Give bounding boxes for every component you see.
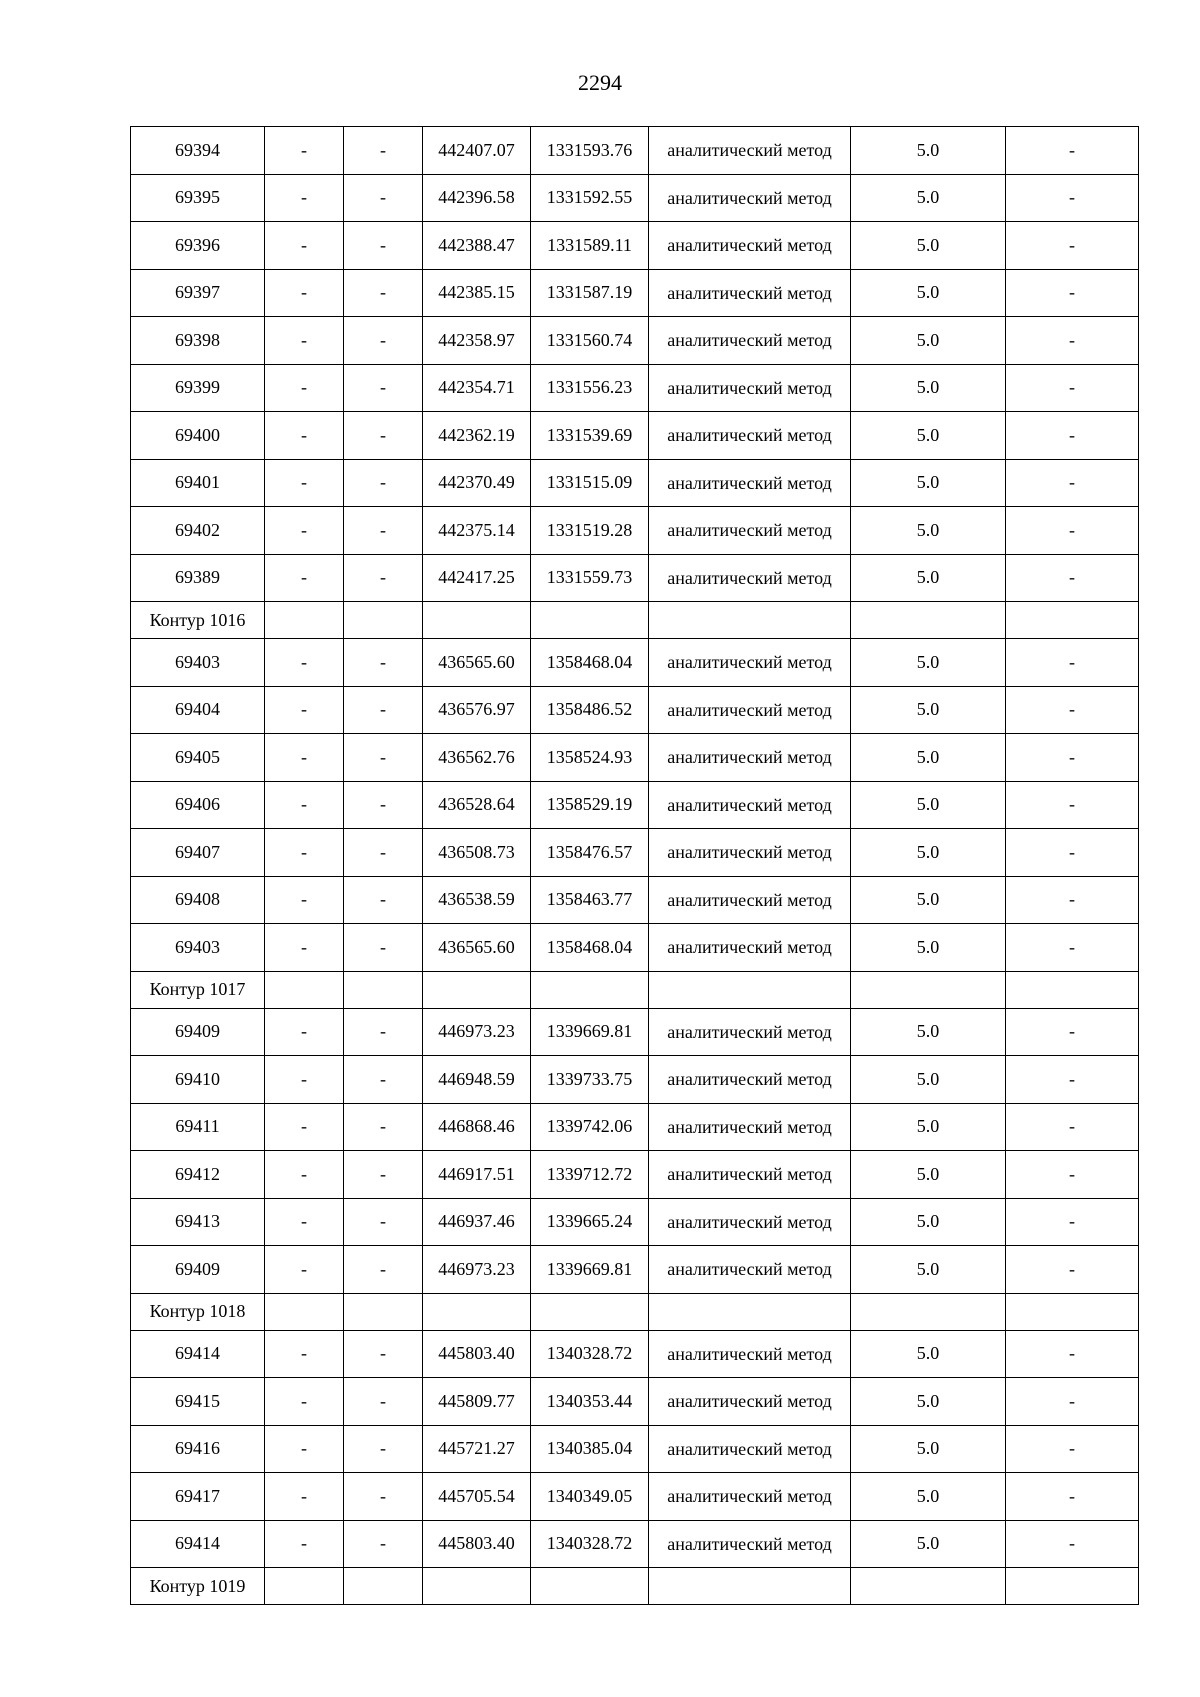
contour-label: Контур 1017	[131, 971, 265, 1008]
empty-y-cell: -	[344, 1378, 423, 1426]
empty-x-cell: -	[265, 412, 344, 460]
empty-y-cell: -	[344, 1151, 423, 1199]
table-row	[131, 924, 1139, 972]
empty-cell	[531, 1568, 649, 1605]
description-cell: -	[1006, 1473, 1139, 1521]
empty-y-cell: -	[344, 781, 423, 829]
description-cell: -	[1006, 924, 1139, 972]
table-row	[131, 222, 1139, 270]
x-coordinate-cell: 442407.07	[423, 127, 531, 175]
empty-y-cell: -	[344, 876, 423, 924]
empty-cell	[531, 1293, 649, 1330]
method-cell: аналитический метод	[649, 1246, 851, 1294]
accuracy-cell: 5.0	[851, 127, 1006, 175]
x-coordinate-cell: 436508.73	[423, 829, 531, 877]
contour-header-row	[131, 1568, 1139, 1605]
accuracy-cell: 5.0	[851, 1103, 1006, 1151]
description-cell: -	[1006, 269, 1139, 317]
description-cell: -	[1006, 554, 1139, 602]
empty-y-cell: -	[344, 554, 423, 602]
y-coordinate-cell: 1331592.55	[531, 174, 649, 222]
table-row	[131, 876, 1139, 924]
empty-y-cell: -	[344, 127, 423, 175]
table-row	[131, 781, 1139, 829]
accuracy-cell: 5.0	[851, 412, 1006, 460]
point-number-cell: 69404	[131, 686, 265, 734]
method-cell: аналитический метод	[649, 686, 851, 734]
x-coordinate-cell: 442362.19	[423, 412, 531, 460]
x-coordinate-cell: 436565.60	[423, 924, 531, 972]
table-row	[131, 1246, 1139, 1294]
empty-y-cell: -	[344, 1008, 423, 1056]
empty-y-cell: -	[344, 364, 423, 412]
point-number-cell: 69406	[131, 781, 265, 829]
table-row	[131, 364, 1139, 412]
empty-x-cell: -	[265, 222, 344, 270]
empty-cell	[1006, 1293, 1139, 1330]
description-cell: -	[1006, 1330, 1139, 1378]
empty-x-cell: -	[265, 781, 344, 829]
accuracy-cell: 5.0	[851, 924, 1006, 972]
empty-x-cell: -	[265, 269, 344, 317]
empty-cell	[344, 971, 423, 1008]
empty-x-cell: -	[265, 1378, 344, 1426]
x-coordinate-cell: 445803.40	[423, 1520, 531, 1568]
empty-x-cell: -	[265, 1103, 344, 1151]
empty-cell	[344, 602, 423, 639]
x-coordinate-cell: 436528.64	[423, 781, 531, 829]
method-cell: аналитический метод	[649, 781, 851, 829]
empty-x-cell: -	[265, 1151, 344, 1199]
point-number-cell: 69394	[131, 127, 265, 175]
y-coordinate-cell: 1331539.69	[531, 412, 649, 460]
x-coordinate-cell: 442417.25	[423, 554, 531, 602]
table-row	[131, 127, 1139, 175]
empty-x-cell: -	[265, 639, 344, 687]
method-cell: аналитический метод	[649, 1473, 851, 1521]
point-number-cell: 69400	[131, 412, 265, 460]
accuracy-cell: 5.0	[851, 222, 1006, 270]
description-cell: -	[1006, 734, 1139, 782]
table-row	[131, 1378, 1139, 1426]
point-number-cell: 69398	[131, 317, 265, 365]
accuracy-cell: 5.0	[851, 876, 1006, 924]
contour-label: Контур 1016	[131, 602, 265, 639]
point-number-cell: 69414	[131, 1520, 265, 1568]
contour-label: Контур 1018	[131, 1293, 265, 1330]
empty-cell	[531, 971, 649, 1008]
empty-y-cell: -	[344, 639, 423, 687]
empty-y-cell: -	[344, 924, 423, 972]
method-cell: аналитический метод	[649, 459, 851, 507]
empty-x-cell: -	[265, 317, 344, 365]
empty-x-cell: -	[265, 876, 344, 924]
empty-cell	[1006, 971, 1139, 1008]
table-row	[131, 269, 1139, 317]
description-cell: -	[1006, 876, 1139, 924]
method-cell: аналитический метод	[649, 1008, 851, 1056]
x-coordinate-cell: 445809.77	[423, 1378, 531, 1426]
y-coordinate-cell: 1358524.93	[531, 734, 649, 782]
y-coordinate-cell: 1331587.19	[531, 269, 649, 317]
empty-cell	[265, 1568, 344, 1605]
description-cell: -	[1006, 1008, 1139, 1056]
table-row	[131, 174, 1139, 222]
table-row	[131, 1103, 1139, 1151]
x-coordinate-cell: 446868.46	[423, 1103, 531, 1151]
table-row	[131, 1008, 1139, 1056]
description-cell: -	[1006, 412, 1139, 460]
y-coordinate-cell: 1340385.04	[531, 1425, 649, 1473]
point-number-cell: 69409	[131, 1008, 265, 1056]
accuracy-cell: 5.0	[851, 639, 1006, 687]
description-cell: -	[1006, 1520, 1139, 1568]
description-cell: -	[1006, 1425, 1139, 1473]
description-cell: -	[1006, 222, 1139, 270]
description-cell: -	[1006, 639, 1139, 687]
empty-y-cell: -	[344, 1246, 423, 1294]
contour-header-row	[131, 1293, 1139, 1330]
empty-y-cell: -	[344, 1056, 423, 1104]
accuracy-cell: 5.0	[851, 269, 1006, 317]
point-number-cell: 69409	[131, 1246, 265, 1294]
table-row	[131, 459, 1139, 507]
x-coordinate-cell: 436576.97	[423, 686, 531, 734]
point-number-cell: 69414	[131, 1330, 265, 1378]
y-coordinate-cell: 1331559.73	[531, 554, 649, 602]
y-coordinate-cell: 1331556.23	[531, 364, 649, 412]
x-coordinate-cell: 442388.47	[423, 222, 531, 270]
table-row	[131, 639, 1139, 687]
y-coordinate-cell: 1340328.72	[531, 1520, 649, 1568]
method-cell: аналитический метод	[649, 1330, 851, 1378]
method-cell: аналитический метод	[649, 554, 851, 602]
point-number-cell: 69396	[131, 222, 265, 270]
y-coordinate-cell: 1331560.74	[531, 317, 649, 365]
point-number-cell: 69411	[131, 1103, 265, 1151]
empty-x-cell: -	[265, 734, 344, 782]
empty-y-cell: -	[344, 222, 423, 270]
empty-x-cell: -	[265, 1246, 344, 1294]
empty-x-cell: -	[265, 924, 344, 972]
table-row	[131, 734, 1139, 782]
empty-cell	[1006, 1568, 1139, 1605]
x-coordinate-cell: 445721.27	[423, 1425, 531, 1473]
description-cell: -	[1006, 317, 1139, 365]
accuracy-cell: 5.0	[851, 1008, 1006, 1056]
table-row	[131, 1425, 1139, 1473]
x-coordinate-cell: 446937.46	[423, 1198, 531, 1246]
empty-x-cell: -	[265, 174, 344, 222]
accuracy-cell: 5.0	[851, 1151, 1006, 1199]
x-coordinate-cell: 445705.54	[423, 1473, 531, 1521]
empty-y-cell: -	[344, 1520, 423, 1568]
description-cell: -	[1006, 686, 1139, 734]
empty-x-cell: -	[265, 1056, 344, 1104]
empty-cell	[851, 971, 1006, 1008]
point-number-cell: 69399	[131, 364, 265, 412]
empty-x-cell: -	[265, 364, 344, 412]
accuracy-cell: 5.0	[851, 1198, 1006, 1246]
accuracy-cell: 5.0	[851, 317, 1006, 365]
empty-x-cell: -	[265, 1008, 344, 1056]
empty-cell	[649, 971, 851, 1008]
method-cell: аналитический метод	[649, 364, 851, 412]
point-number-cell: 69415	[131, 1378, 265, 1426]
y-coordinate-cell: 1358463.77	[531, 876, 649, 924]
description-cell: -	[1006, 1103, 1139, 1151]
x-coordinate-cell: 442385.15	[423, 269, 531, 317]
empty-cell	[1006, 602, 1139, 639]
empty-y-cell: -	[344, 1103, 423, 1151]
empty-x-cell: -	[265, 1473, 344, 1521]
table-row	[131, 686, 1139, 734]
y-coordinate-cell: 1340328.72	[531, 1330, 649, 1378]
point-number-cell: 69401	[131, 459, 265, 507]
x-coordinate-cell: 436538.59	[423, 876, 531, 924]
table-row	[131, 1056, 1139, 1104]
accuracy-cell: 5.0	[851, 1425, 1006, 1473]
empty-cell	[423, 1293, 531, 1330]
table-row	[131, 1473, 1139, 1521]
method-cell: аналитический метод	[649, 1056, 851, 1104]
y-coordinate-cell: 1358476.57	[531, 829, 649, 877]
table-row	[131, 317, 1139, 365]
method-cell: аналитический метод	[649, 222, 851, 270]
empty-y-cell: -	[344, 269, 423, 317]
empty-y-cell: -	[344, 686, 423, 734]
empty-y-cell: -	[344, 1330, 423, 1378]
accuracy-cell: 5.0	[851, 829, 1006, 877]
x-coordinate-cell: 446973.23	[423, 1008, 531, 1056]
point-number-cell: 69407	[131, 829, 265, 877]
method-cell: аналитический метод	[649, 1378, 851, 1426]
method-cell: аналитический метод	[649, 269, 851, 317]
method-cell: аналитический метод	[649, 1520, 851, 1568]
method-cell: аналитический метод	[649, 507, 851, 555]
table-row	[131, 1151, 1139, 1199]
empty-x-cell: -	[265, 554, 344, 602]
description-cell: -	[1006, 127, 1139, 175]
empty-y-cell: -	[344, 459, 423, 507]
empty-cell	[649, 1568, 851, 1605]
x-coordinate-cell: 436565.60	[423, 639, 531, 687]
empty-y-cell: -	[344, 174, 423, 222]
description-cell: -	[1006, 1056, 1139, 1104]
point-number-cell: 69413	[131, 1198, 265, 1246]
accuracy-cell: 5.0	[851, 554, 1006, 602]
x-coordinate-cell: 442358.97	[423, 317, 531, 365]
method-cell: аналитический метод	[649, 924, 851, 972]
accuracy-cell: 5.0	[851, 686, 1006, 734]
x-coordinate-cell: 446948.59	[423, 1056, 531, 1104]
description-cell: -	[1006, 1378, 1139, 1426]
table-row	[131, 1198, 1139, 1246]
method-cell: аналитический метод	[649, 127, 851, 175]
point-number-cell: 69389	[131, 554, 265, 602]
point-number-cell: 69403	[131, 639, 265, 687]
empty-x-cell: -	[265, 1425, 344, 1473]
y-coordinate-cell: 1358468.04	[531, 639, 649, 687]
y-coordinate-cell: 1331519.28	[531, 507, 649, 555]
method-cell: аналитический метод	[649, 1151, 851, 1199]
table-row	[131, 1330, 1139, 1378]
empty-x-cell: -	[265, 1520, 344, 1568]
y-coordinate-cell: 1339665.24	[531, 1198, 649, 1246]
y-coordinate-cell: 1331515.09	[531, 459, 649, 507]
empty-x-cell: -	[265, 1330, 344, 1378]
point-number-cell: 69402	[131, 507, 265, 555]
accuracy-cell: 5.0	[851, 1520, 1006, 1568]
description-cell: -	[1006, 781, 1139, 829]
empty-x-cell: -	[265, 507, 344, 555]
empty-cell	[265, 602, 344, 639]
point-number-cell: 69412	[131, 1151, 265, 1199]
point-number-cell: 69395	[131, 174, 265, 222]
method-cell: аналитический метод	[649, 1103, 851, 1151]
contour-header-row	[131, 971, 1139, 1008]
contour-label: Контур 1019	[131, 1568, 265, 1605]
empty-y-cell: -	[344, 1198, 423, 1246]
accuracy-cell: 5.0	[851, 1056, 1006, 1104]
point-number-cell: 69405	[131, 734, 265, 782]
y-coordinate-cell: 1358529.19	[531, 781, 649, 829]
table-row	[131, 554, 1139, 602]
description-cell: -	[1006, 364, 1139, 412]
empty-cell	[423, 971, 531, 1008]
empty-y-cell: -	[344, 829, 423, 877]
y-coordinate-cell: 1339712.72	[531, 1151, 649, 1199]
empty-cell	[423, 1568, 531, 1605]
method-cell: аналитический метод	[649, 174, 851, 222]
point-number-cell: 69410	[131, 1056, 265, 1104]
method-cell: аналитический метод	[649, 317, 851, 365]
description-cell: -	[1006, 459, 1139, 507]
page-number: 2294	[578, 70, 622, 95]
method-cell: аналитический метод	[649, 734, 851, 782]
point-number-cell: 69408	[131, 876, 265, 924]
table-body	[131, 127, 1139, 1605]
y-coordinate-cell: 1358486.52	[531, 686, 649, 734]
method-cell: аналитический метод	[649, 639, 851, 687]
empty-cell	[344, 1293, 423, 1330]
empty-y-cell: -	[344, 317, 423, 365]
method-cell: аналитический метод	[649, 1198, 851, 1246]
y-coordinate-cell: 1339733.75	[531, 1056, 649, 1104]
description-cell: -	[1006, 174, 1139, 222]
description-cell: -	[1006, 507, 1139, 555]
x-coordinate-cell: 446973.23	[423, 1246, 531, 1294]
y-coordinate-cell: 1331593.76	[531, 127, 649, 175]
empty-cell	[851, 602, 1006, 639]
table-row	[131, 1520, 1139, 1568]
accuracy-cell: 5.0	[851, 1473, 1006, 1521]
method-cell: аналитический метод	[649, 412, 851, 460]
method-cell: аналитический метод	[649, 876, 851, 924]
x-coordinate-cell: 442375.14	[423, 507, 531, 555]
empty-cell	[851, 1568, 1006, 1605]
point-number-cell: 69417	[131, 1473, 265, 1521]
empty-x-cell: -	[265, 686, 344, 734]
x-coordinate-cell: 436562.76	[423, 734, 531, 782]
empty-cell	[851, 1293, 1006, 1330]
table-row	[131, 412, 1139, 460]
accuracy-cell: 5.0	[851, 781, 1006, 829]
accuracy-cell: 5.0	[851, 1378, 1006, 1426]
accuracy-cell: 5.0	[851, 734, 1006, 782]
y-coordinate-cell: 1339669.81	[531, 1008, 649, 1056]
x-coordinate-cell: 446917.51	[423, 1151, 531, 1199]
empty-y-cell: -	[344, 1425, 423, 1473]
empty-x-cell: -	[265, 459, 344, 507]
y-coordinate-cell: 1340353.44	[531, 1378, 649, 1426]
x-coordinate-cell: 442370.49	[423, 459, 531, 507]
description-cell: -	[1006, 829, 1139, 877]
y-coordinate-cell: 1339669.81	[531, 1246, 649, 1294]
empty-cell	[265, 971, 344, 1008]
table-row	[131, 829, 1139, 877]
empty-y-cell: -	[344, 734, 423, 782]
contour-header-row	[131, 602, 1139, 639]
empty-cell	[265, 1293, 344, 1330]
y-coordinate-cell: 1331589.11	[531, 222, 649, 270]
x-coordinate-cell: 442396.58	[423, 174, 531, 222]
y-coordinate-cell: 1358468.04	[531, 924, 649, 972]
description-cell: -	[1006, 1198, 1139, 1246]
description-cell: -	[1006, 1151, 1139, 1199]
method-cell: аналитический метод	[649, 1425, 851, 1473]
accuracy-cell: 5.0	[851, 1330, 1006, 1378]
accuracy-cell: 5.0	[851, 459, 1006, 507]
empty-y-cell: -	[344, 412, 423, 460]
point-number-cell: 69397	[131, 269, 265, 317]
method-cell: аналитический метод	[649, 829, 851, 877]
empty-cell	[423, 602, 531, 639]
accuracy-cell: 5.0	[851, 174, 1006, 222]
x-coordinate-cell: 442354.71	[423, 364, 531, 412]
coordinates-table	[130, 126, 1139, 1605]
y-coordinate-cell: 1340349.05	[531, 1473, 649, 1521]
empty-y-cell: -	[344, 507, 423, 555]
empty-cell	[344, 1568, 423, 1605]
table-row	[131, 507, 1139, 555]
empty-x-cell: -	[265, 127, 344, 175]
accuracy-cell: 5.0	[851, 364, 1006, 412]
y-coordinate-cell: 1339742.06	[531, 1103, 649, 1151]
point-number-cell: 69403	[131, 924, 265, 972]
description-cell: -	[1006, 1246, 1139, 1294]
empty-x-cell: -	[265, 1198, 344, 1246]
accuracy-cell: 5.0	[851, 1246, 1006, 1294]
empty-x-cell: -	[265, 829, 344, 877]
empty-cell	[649, 602, 851, 639]
empty-y-cell: -	[344, 1473, 423, 1521]
accuracy-cell: 5.0	[851, 507, 1006, 555]
empty-cell	[531, 602, 649, 639]
x-coordinate-cell: 445803.40	[423, 1330, 531, 1378]
empty-cell	[649, 1293, 851, 1330]
point-number-cell: 69416	[131, 1425, 265, 1473]
